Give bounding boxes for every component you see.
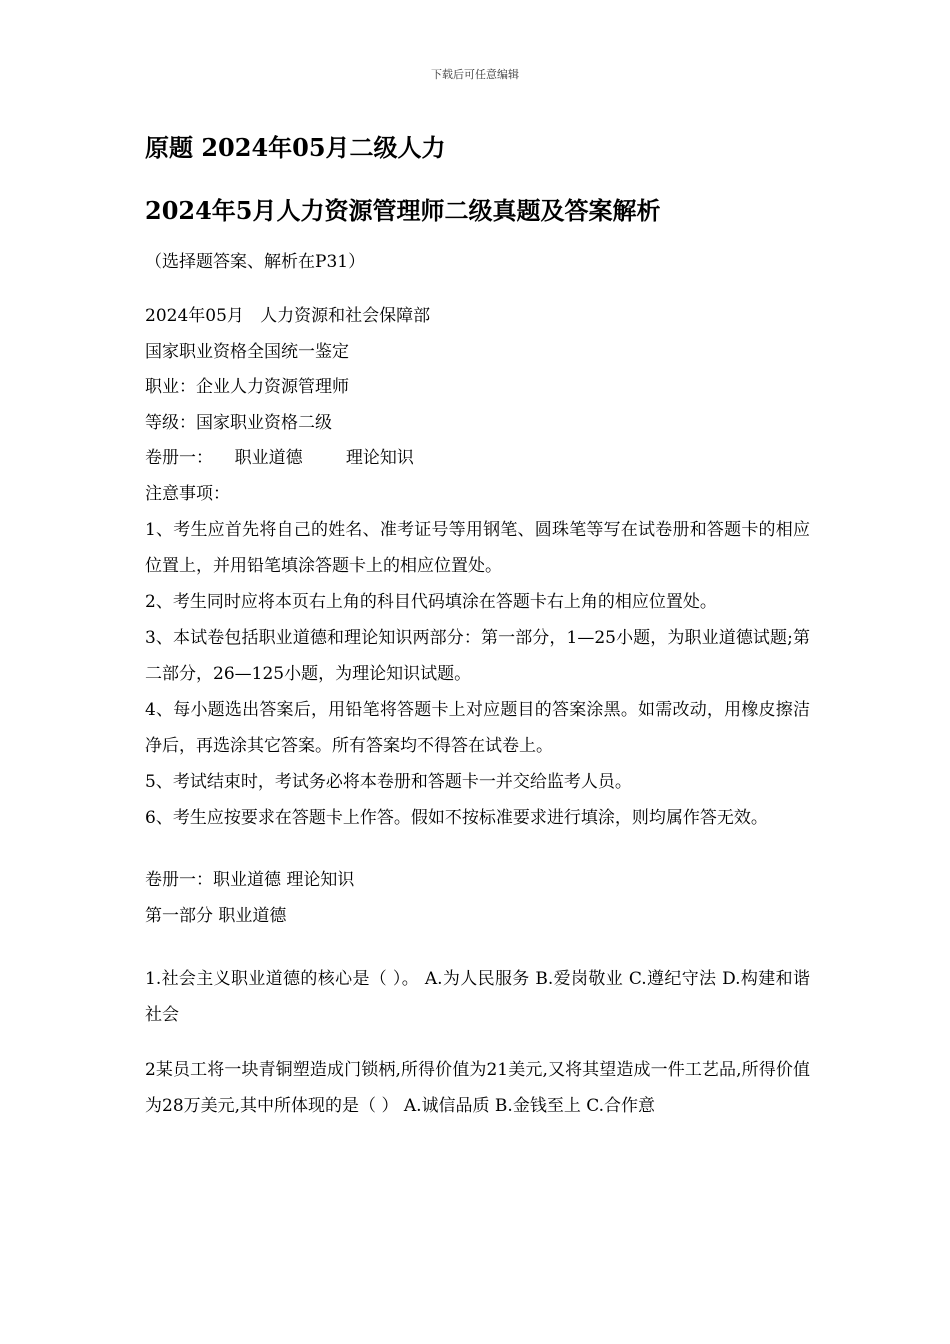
page-header-note: 下载后可任意编辑 <box>431 68 519 81</box>
notice-item: 5、考试结束时，考试务必将本卷册和答题卡一并交给监考人员。 <box>145 772 632 792</box>
notice-item: 6、考生应按要求在答题卡上作答。假如不按标准要求进行填涂，则均属作答无效。 <box>145 808 768 828</box>
notice-item: 3、本试卷包括职业道德和理论知识两部分：第一部分，1—25小题，为职业道德试题;第二部分，26—125小题，为理论知识试题。 <box>145 628 810 684</box>
notice-heading: 注意事项： <box>145 483 230 504</box>
spacer <box>145 1033 810 1052</box>
exam-appraisal: 国家职业资格全国统一鉴定 <box>145 341 349 362</box>
notice-list <box>145 512 810 836</box>
spacer <box>145 836 810 863</box>
notice-item: 1、考生应首先将自己的姓名、准考证号等用钢笔、圆珠笔等写在试卷册和答题卡的相应位置上，并用铅笔填涂答题卡上的相应位置处。 <box>145 520 810 576</box>
section-volume-line: 卷册一：职业道德 理论知识 <box>145 870 355 890</box>
exam-date-department: 2024年05月 人力资源和社会保障部 <box>145 306 431 326</box>
section-part-line: 第一部分 职业道德 <box>145 905 287 926</box>
notice-item: 2、考生同时应将本页右上角的科目代码填涂在答题卡右上角的相应位置处。 <box>145 592 717 612</box>
exam-volume: 卷册一： 职业道德 理论知识 <box>145 448 414 468</box>
exam-occupation: 职业：企业人力资源管理师 <box>145 377 349 397</box>
exam-level: 等级：国家职业资格二级 <box>145 412 332 433</box>
spacer <box>145 934 810 961</box>
document-body <box>145 128 810 1124</box>
document-title-line-1: 原题 2024年05月二级人力 <box>145 133 446 162</box>
question-item: 1.社会主义职业道德的核心是（ ）。 A.为人民服务 B.爱岗敬业 C.遵纪守法 D.构建和谐社会 <box>145 969 810 1025</box>
notice-item: 4、每小题选出答案后，用铅笔将答题卡上对应题目的答案涂黑。如需改动，用橡皮擦洁净后，再选涂其它答案。所有答案均不得答在试卷上。 <box>145 700 810 756</box>
exam-info-block <box>145 299 810 512</box>
document-title-line-2: 2024年5月人力资源管理师二级真题及答案解析 <box>145 196 661 225</box>
answer-location-note: （选择题答案、解析在P31） <box>145 252 366 272</box>
question-item: 2某员工将一块青铜塑造成门锁柄,所得价值为21美元,又将其望造成一件工艺品,所得价值为28万美元,其中所体现的是（ ） A.诚信品质 B.金钱至上 C.合作意 <box>145 1060 810 1116</box>
